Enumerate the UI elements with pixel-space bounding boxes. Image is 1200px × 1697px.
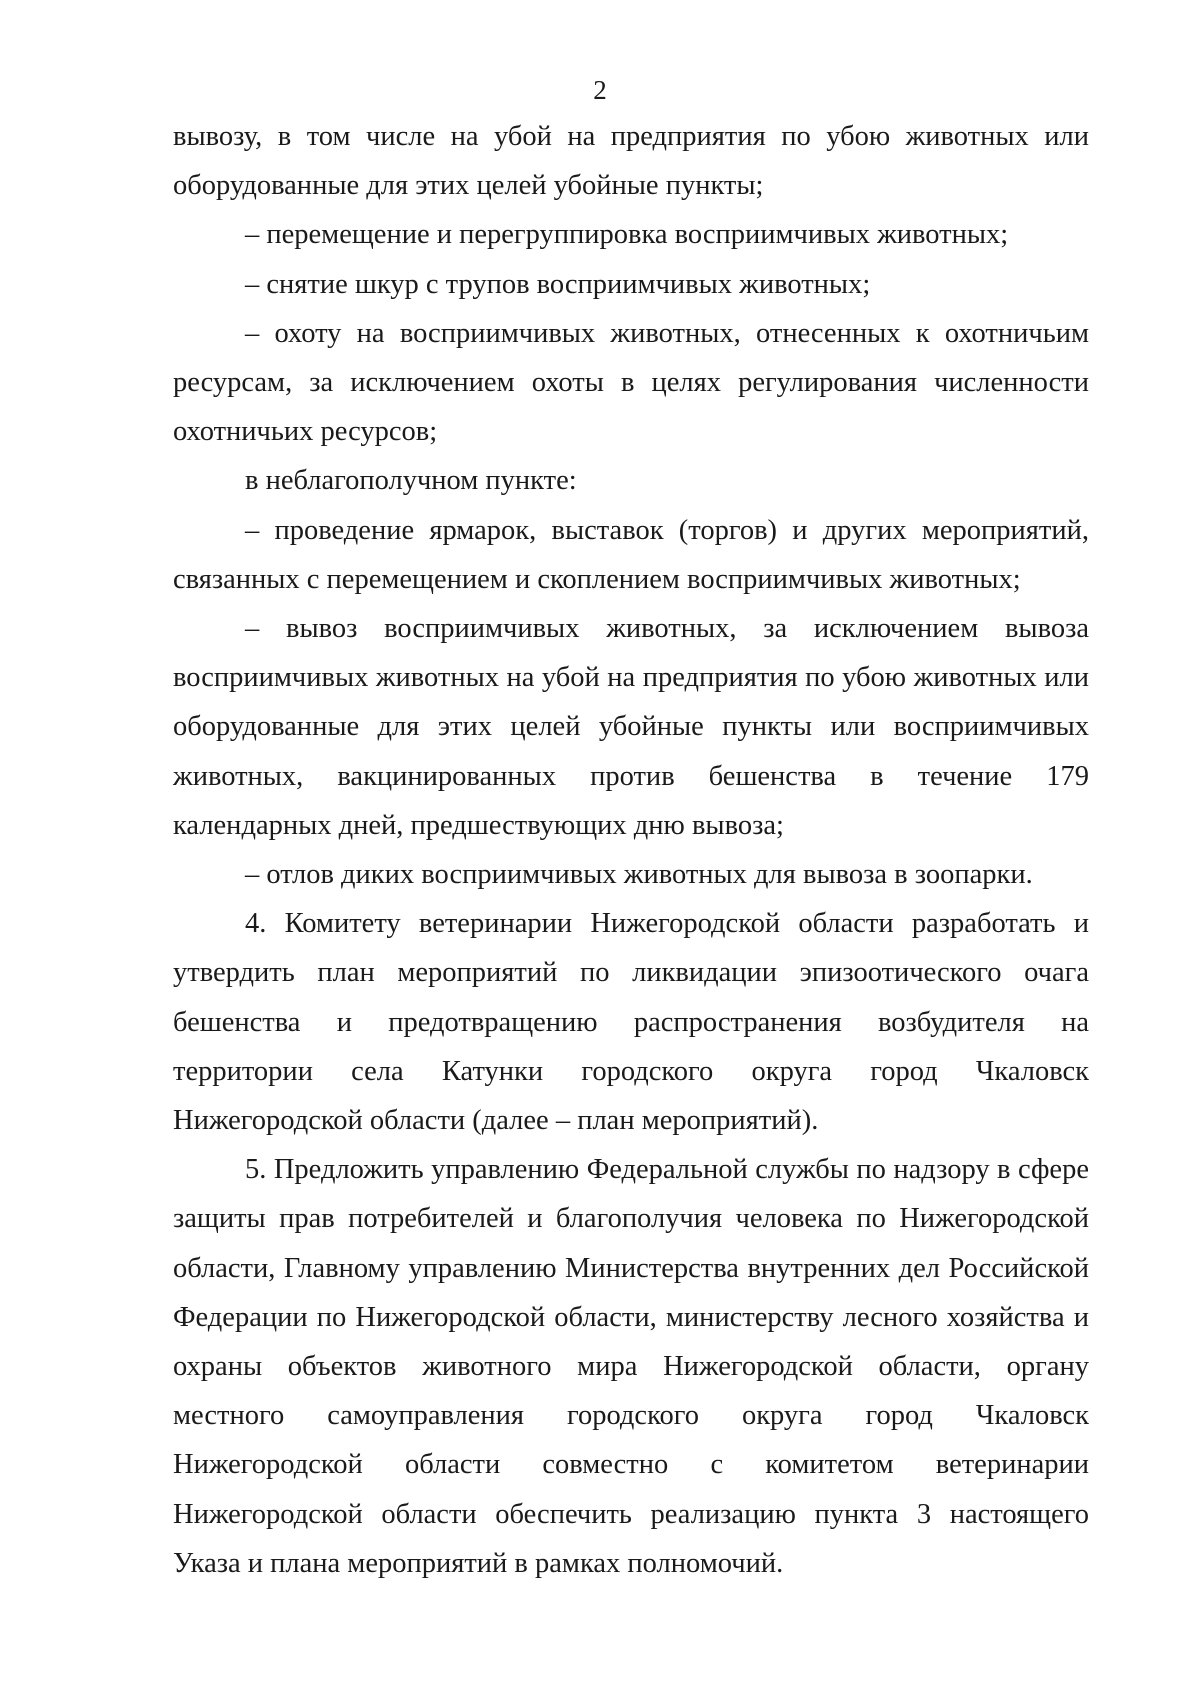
paragraph-item-5: 5. Предложить управлению Федеральной службы по надзору в сфере защиты прав потребителей и благополучия человека по Нижегородской области, Главному управлению Министерства внутренних дел Российской Федерации по Нижегородской области, министерству лесного хозяйства и охраны объектов животного мира Нижегородской области, органу местного самоуправления городского округа город Чкаловск Нижегородской области совместно с комитетом ветеринарии Нижегородской области обеспечить реализацию пункта 3 настоящего Указа и плана мероприятий в рамках полномочий.: [173, 1154, 1089, 1579]
paragraph-unfavorable-point-heading: в неблагополучном пункте:: [245, 465, 577, 497]
paragraph-list-item-skinning: – снятие шкур с трупов восприимчивых животных;: [245, 268, 871, 300]
paragraph-list-item-regrouping: – перемещение и перегруппировка восприимчивых животных;: [245, 219, 1009, 251]
paragraph-list-item-capture: – отлов диких восприимчивых животных для вывоза в зоопарки.: [245, 859, 1033, 891]
paragraph-list-item-hunting: – охоту на восприимчивых животных, отнесенных к охотничьим ресурсам, за исключением охоты в целях регулирования численности охотничьих ресурсов;: [173, 317, 1089, 448]
paragraph-continuation: вывозу, в том числе на убой на предприятия по убою животных или оборудованные для этих целей убойные пункты;: [173, 121, 1089, 202]
document-body: [173, 112, 1089, 1588]
paragraph-item-4: 4. Комитету ветеринарии Нижегородской области разработать и утвердить план мероприятий по ликвидации эпизоотического очага бешенства и предотвращению распространения возбудителя на территории села Катунки городского округа город Чкаловск Нижегородской области (далее – план мероприятий).: [173, 908, 1089, 1137]
page-number: 2: [593, 75, 607, 105]
paragraph-list-item-fairs: – проведение ярмарок, выставок (торгов) и других мероприятий, связанных с перемещением и скоплением восприимчивых животных;: [173, 514, 1089, 595]
paragraph-list-item-export: – вывоз восприимчивых животных, за исключением вывоза восприимчивых животных на убой на предприятия по убою животных или оборудованные для этих целей убойные пункты или восприимчивых животных, вакцинированных против бешенства в течение 179 календарных дней, предшествующих дню вывоза;: [173, 613, 1089, 841]
